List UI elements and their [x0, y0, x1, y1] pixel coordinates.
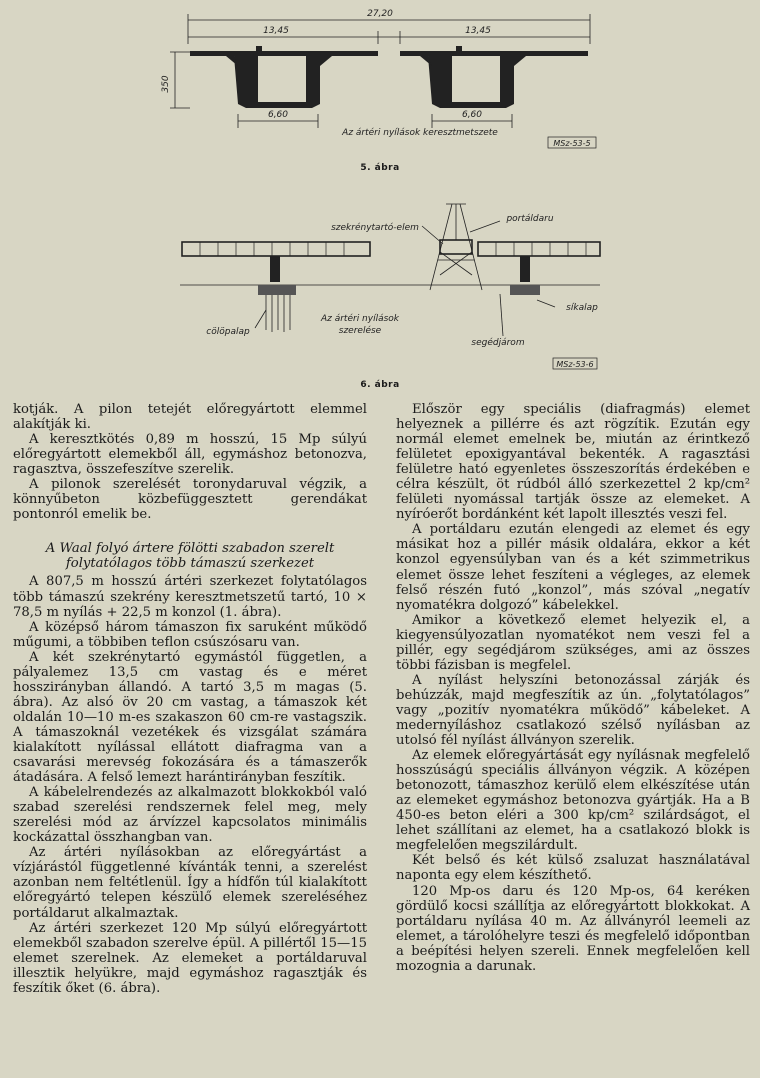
paragraph: A nyílást helyszíni betonozással zárják és behúzzák, majd megfeszítik az ún. „folytatólagos” vagy „pozitív nyomatékra működő” kábeleket. A medernyíláshoz csatlakozó szélső nyílásban az utolsó fél nyílást állványon szerelik.: [396, 672, 750, 749]
figure5-caption: 5. ábra: [360, 163, 400, 173]
section-heading-line-1: A Waal folyó ártere fölötti szabadon szerelt: [45, 541, 335, 557]
erection-drawing: [0, 190, 760, 378]
left-column: [13, 402, 367, 996]
dim-height: 350: [161, 75, 171, 93]
paragraph: A portáldaru ezután elengedi az elemet és egy másikat hoz a pillér másik oldalára, ekkor a két konzol egyensúlyban van és a két szimmetrikus elemet össze lehet feszíteni a végleges, az elemek felső részén futó „konzol”, más szóval „negatív nyomatékra dolgozó” kábelekkel.: [396, 522, 750, 613]
dim-right: 13,45: [465, 26, 491, 36]
section-heading: [13, 541, 367, 571]
paragraph: A pilonok szerelését toronydaruval végzik, a könnyűbeton közbefüggesztett gerendákat pontonról emelik be.: [13, 477, 367, 523]
dim-box-right: 6,60: [461, 110, 483, 120]
label-center-2: szerelése: [338, 326, 382, 336]
paragraph: Az ártéri szerkezet 120 Mp súlyú előregyártott elemekből szabadon szerelve épül. A pillértől 15—15 elemet szerelnek. Az elemeket a portáldaruval illesztik helyükre, majd egymáshoz ragasztják és feszítik őket (6. ábra).: [13, 920, 367, 996]
figure6-code: MSz-53-6: [556, 360, 594, 369]
figure-6: [0, 190, 760, 400]
paragraph: Először egy speciális (diafragmás) elemet helyeznek a pillérre és azt rögzítik. Ezután egy normál elemet emelnek be, miután az érintkező felületet epoxigyantával bekenték. A ragasztási felületre ható egyenletes összeszorítás érdekében e célra készült, öt rúdból álló szerkezettel 2 kp/cm² felületi nyomással tartják össze az elemeket. A nyíróerőt bordánként két lapolt illesztés veszi fel.: [396, 402, 750, 523]
section-heading-line-2: folytatólagos több támaszú szerkezet: [65, 556, 315, 572]
paragraph: A két szekrénytartó egymástól független, a pályalemez 13,5 cm vastag és e méret hosszirányban állandó. A tartó 3,5 m magas (5. ábra). Az alsó öv 20 cm vastag, a támaszok két oldalán 10—10 m-es szakaszon 60 cm-re vastagszik. A támaszoknál vezetékek és vizsgálat számára kialakított nyílással ellátott diafragma van a csavarási merevség fokozására és a támaszerők átadására. A felső lemezt harántirányban feszítik.: [13, 649, 367, 786]
paragraph: kotják. A pilon tetejét előregyártott elemmel alakítják ki.: [13, 402, 367, 433]
dim-total: 27,20: [367, 9, 393, 19]
dim-box-left: 6,60: [267, 110, 289, 120]
paragraph: A 807,5 m hosszú ártéri szerkezet folytatólagos több támaszú szekrény keresztmetszetű tartó, 10 ⨯ 78,5 m nyílás + 22,5 m konzol (1. ábra).: [13, 574, 367, 620]
paragraph: A kábelelrendezés az alkalmazott blokkokból való szabad szerelési rendszernek felel meg, mely szerelési mód az árvízzel kapcsolatos minimális kockázattal összhangban van.: [13, 785, 367, 846]
figure5-code: MSz-53-5: [553, 139, 591, 148]
figure6-caption: 6. ábra: [360, 380, 400, 390]
label-center-1: Az ártéri nyílások: [320, 314, 400, 324]
paragraph: Két belső és két külső zsaluzat használatával naponta egy elem készíthető.: [396, 853, 750, 884]
paragraph: Az elemek előregyártását egy nyílásnak megfelelő hosszúságú speciális állványon végzik. A középen betonozott, támaszhoz kerülő elem elkészítése után az elemeket egymáshoz betonozva gyártják. Ha a B 450-es beton eléri a 300 kp/cm² szilárdságot, el lehet szállítani az elemet, ha a csatlakozó blokk is megfelelően megszilárdult.: [396, 748, 750, 854]
right-column: [396, 402, 750, 974]
label-pile: cölöpalap: [206, 327, 250, 337]
paragraph: Amikor a következő elemet helyezik el, a kiegyensúlyozatlan nyomatékot nem veszi fel a pillér, egy segédjárom szükséges, ami az összes többi fázisban is megfelel.: [396, 612, 750, 673]
paragraph: 120 Mp-os daru és 120 Mp-os, 64 keréken gördülő kocsi szállítja az előregyártott blokkokat. A portáldaru nyílása 40 m. Az állványról leemeli az elemet, a tárolóhelyre teszi és megfelelő időpontban a beépítési helyen szereli. Ennek megfelelően kell mozognia a darunak.: [396, 883, 750, 974]
label-slab: síkalap: [566, 303, 598, 313]
figure-5: [0, 0, 760, 180]
label-yoke: segédjárom: [471, 338, 525, 348]
paragraph: Az ártéri nyílásokban az előregyártást a vízjárástól függetlenné kívánták tenni, a szerelést azonban nem feltétlenül. Így a hídfőn túl kialakított előregyártó telepen készülő elemek szereléséhez portáldarut alkalmaztak.: [13, 845, 367, 921]
figure5-title: Az ártéri nyílások keresztmetszete: [342, 128, 498, 138]
label-gantry: portáldaru: [506, 214, 554, 224]
paragraph: A középső három támaszon fix saruként működő műgumi, a többiben teflon csúszósaru van.: [13, 619, 367, 650]
cross-section-drawing: [0, 0, 760, 180]
dim-left: 13,45: [263, 26, 289, 36]
paragraph: A keresztkötés 0,89 m hosszú, 15 Mp súlyú előregyártott elemekből áll, egymáshoz betonozva, ragasztva, összefeszítve szerelik.: [13, 432, 367, 478]
label-element: szekrénytartó-elem: [331, 223, 419, 233]
